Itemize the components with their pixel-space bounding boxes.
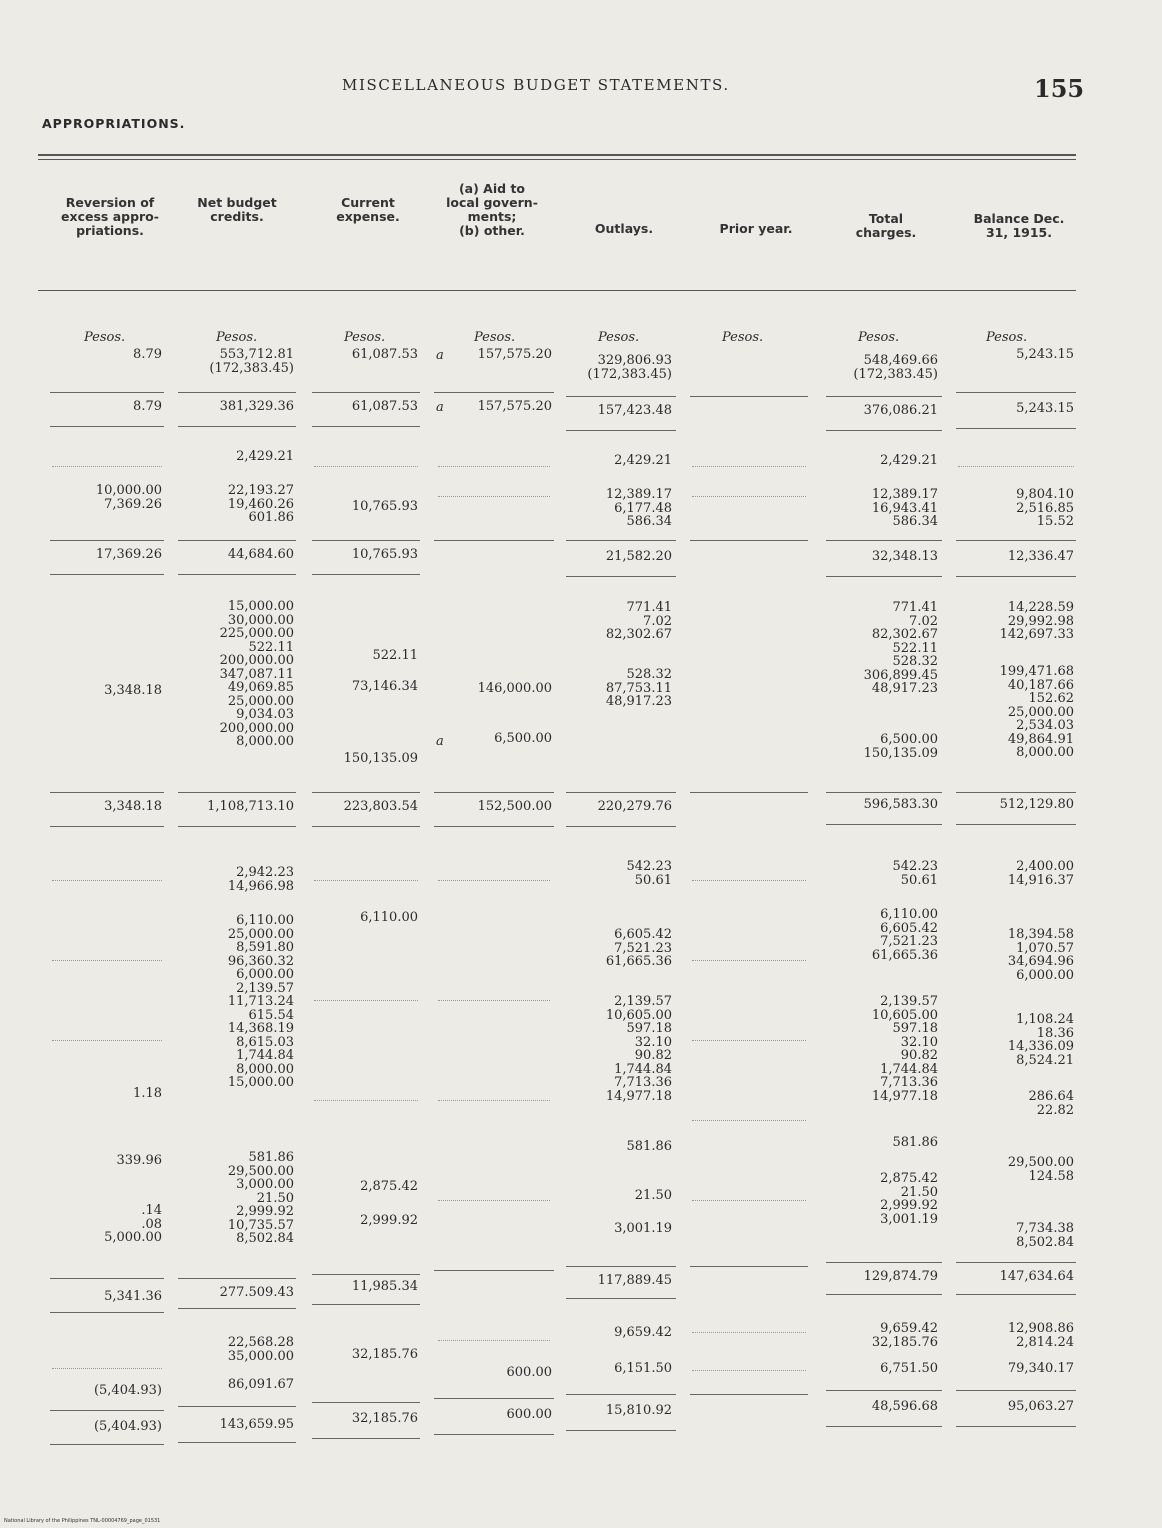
g5-balance-1: 2,400.00 14,916.37 bbox=[1007, 859, 1074, 888]
g1-aid-prefix: a bbox=[436, 348, 444, 363]
g5-dots-c1 bbox=[314, 880, 418, 881]
g6-rule-h bbox=[956, 1390, 1076, 1391]
g5-rule-e bbox=[566, 1266, 676, 1267]
g5-reversion-2: 339.96 bbox=[116, 1153, 162, 1168]
g2-outlays: 2,429.21 bbox=[614, 453, 672, 468]
g3-end-b bbox=[178, 574, 296, 575]
g3-rule-d bbox=[434, 540, 554, 541]
g6-total-outlays: 15,810.92 bbox=[605, 1403, 672, 1418]
g3-total-current: 10,765.93 bbox=[351, 547, 418, 562]
g4-end-g bbox=[826, 824, 942, 825]
g4-total-reversion: 3,348.18 bbox=[104, 799, 162, 814]
g5-outlays-2: 6,605.42 7,521.23 61,665.36 bbox=[605, 927, 672, 969]
g6-end-d bbox=[434, 1434, 554, 1435]
g6-dots-d bbox=[438, 1340, 550, 1341]
scan-footer: National Library of the Philippines TNL-00004769_page_01531 bbox=[4, 1518, 161, 1524]
g5-dots-f5 bbox=[692, 1200, 806, 1201]
g5-net-budget-3: 581.86 29,500.00 3,000.00 21.50 2,999.92 10,735.57 8,502.84 bbox=[227, 1150, 294, 1246]
g1-rule-d bbox=[434, 392, 554, 393]
g4-total-balance: 512,129.80 bbox=[999, 797, 1074, 812]
unit-current: Pesos. bbox=[344, 330, 386, 345]
g3-end-a bbox=[50, 574, 164, 575]
g2-dots-a bbox=[52, 466, 162, 467]
g6-dots-f2 bbox=[692, 1370, 806, 1371]
g6-dots-a bbox=[52, 1368, 162, 1369]
g2-dots-f bbox=[692, 466, 806, 467]
g4-total-2: 6,500.00 150,135.09 bbox=[863, 732, 938, 761]
unit-reversion: Pesos. bbox=[84, 330, 126, 345]
g4-end-a bbox=[50, 826, 164, 827]
g3-end-e bbox=[566, 576, 676, 577]
g5-current-2: 2,875.42 bbox=[360, 1179, 418, 1194]
g4-end-c bbox=[312, 826, 420, 827]
g3-end-c bbox=[312, 574, 420, 575]
g6-total-net-budget: 143,659.95 bbox=[219, 1417, 294, 1432]
g3-dots-f bbox=[692, 496, 806, 497]
g1-rule-e bbox=[566, 396, 676, 397]
g4-current-2: 73,146.34 bbox=[351, 679, 418, 694]
g6-rule-b bbox=[178, 1406, 296, 1407]
g6-dots-f1 bbox=[692, 1332, 806, 1333]
g5-dots-d4 bbox=[438, 1200, 550, 1201]
g4-rule-a bbox=[50, 792, 164, 793]
g5-reversion-1: 1.18 bbox=[133, 1086, 162, 1101]
g3-net-budget: 22,193.27 19,460.26 601.86 bbox=[227, 483, 294, 525]
g6-rule-d bbox=[434, 1398, 554, 1399]
g5-total-2: 6,110.00 6,605.42 7,521.23 61,665.36 bbox=[871, 907, 938, 963]
g4-total-current: 223,803.54 bbox=[343, 799, 418, 814]
g6-total-current: 32,185.76 bbox=[351, 1411, 418, 1426]
g6-total-2: 6,751.50 bbox=[880, 1361, 938, 1376]
g6-outlays-1: 9,659.42 bbox=[614, 1325, 672, 1340]
g5-outlays-3: 2,139.57 10,605.00 597.18 32.10 90.82 1,744.84 7,713.36 14,977.18 bbox=[605, 994, 672, 1104]
g4-end-e bbox=[566, 826, 676, 827]
g4-total-net-budget: 1,108,713.10 bbox=[207, 799, 294, 814]
header-outlays: Outlays. bbox=[594, 221, 654, 236]
g4-net-budget: 15,000.00 30,000.00 225,000.00 522.11 200,000.00 347,087.11 49,069.85 25,000.00 9,034.03 200,000.00 8,000.00 bbox=[219, 599, 294, 749]
g1-outlays: 329,806.93 (172,383.45) bbox=[587, 353, 672, 382]
g5-balance-6: 7,734.38 8,502.84 bbox=[1016, 1221, 1074, 1250]
g3-total-reversion: 17,369.26 bbox=[95, 547, 162, 562]
g6-end-b bbox=[178, 1442, 296, 1443]
g3-rule-c bbox=[312, 540, 420, 541]
g5-outlays-1: 542.23 50.61 bbox=[626, 859, 672, 888]
g4-outlays-1: 771.41 7.02 82,302.67 bbox=[605, 600, 672, 642]
g5-rule-b bbox=[178, 1278, 296, 1279]
g5-end-e bbox=[566, 1298, 676, 1299]
g5-net-budget-1: 2,942.23 14,966.98 bbox=[227, 865, 294, 894]
unit-aid: Pesos. bbox=[474, 330, 516, 345]
g6-net-budget-2: 86,091.67 bbox=[227, 1377, 294, 1392]
top-rule bbox=[38, 154, 1076, 156]
g5-rule-c bbox=[312, 1274, 420, 1275]
header-total-charges: Total charges. bbox=[855, 211, 917, 240]
g4-aid-2: 6,500.00 bbox=[494, 731, 552, 746]
unit-net-budget: Pesos. bbox=[216, 330, 258, 345]
g5-total-balance: 147,634.64 bbox=[999, 1269, 1074, 1284]
g6-rule-a bbox=[50, 1410, 164, 1411]
g5-net-budget-2: 6,110.00 25,000.00 8,591.80 96,360.32 6,000.00 2,139.57 11,713.24 615.54 14,368.19 8,615.03 1,744.84 8,000.00 15,000.00 bbox=[227, 913, 294, 1090]
g6-end-c bbox=[312, 1438, 420, 1439]
g6-rule-g bbox=[826, 1390, 942, 1391]
g3-total-total: 32,348.13 bbox=[871, 549, 938, 564]
header-prior-year: Prior year. bbox=[719, 221, 793, 236]
g1-end-b bbox=[178, 426, 296, 427]
g5-rule-d bbox=[434, 1270, 554, 1271]
g3-outlays: 12,389.17 6,177.48 586.34 bbox=[605, 487, 672, 529]
g4-balance-2: 199,471.68 40,187.66 152.62 25,000.00 2,534.03 49,864.91 8,000.00 bbox=[999, 664, 1074, 760]
g6-end-h bbox=[956, 1426, 1076, 1427]
g1-rule-g bbox=[826, 396, 942, 397]
g3-rule-g bbox=[826, 540, 942, 541]
g6-current: 32,185.76 bbox=[351, 1347, 418, 1362]
g4-rule-b bbox=[178, 792, 296, 793]
g5-dots-c2 bbox=[314, 1000, 418, 1001]
g5-dots-f1 bbox=[692, 880, 806, 881]
header-balance: Balance Dec. 31, 1915. bbox=[973, 211, 1065, 240]
g5-total-5: 2,875.42 21.50 2,999.92 3,001.19 bbox=[880, 1171, 938, 1227]
g2-total: 2,429.21 bbox=[880, 453, 938, 468]
g1-total-balance: 5,243.15 bbox=[1016, 401, 1074, 416]
g5-total-outlays: 117,889.45 bbox=[597, 1273, 672, 1288]
g4-rule-e bbox=[566, 792, 676, 793]
g6-rule-e bbox=[566, 1394, 676, 1395]
g6-reversion: (5,404.93) bbox=[93, 1383, 162, 1398]
g1-current: 61,087.53 bbox=[351, 347, 418, 362]
g5-reversion-3: .14 .08 5,000.00 bbox=[104, 1203, 162, 1245]
g4-current-3: 150,135.09 bbox=[343, 751, 418, 766]
top-rule-thin bbox=[38, 159, 1076, 160]
g5-total-1: 542.23 50.61 bbox=[892, 859, 938, 888]
g4-outlays-2: 528.32 87,753.11 48,917.23 bbox=[605, 667, 672, 709]
g6-total-balance: 95,063.27 bbox=[1007, 1399, 1074, 1414]
g5-total-3: 2,139.57 10,605.00 597.18 32.10 90.82 1,744.84 7,713.36 14,977.18 bbox=[871, 994, 938, 1104]
g4-end-b bbox=[178, 826, 296, 827]
g5-dots-a1 bbox=[52, 880, 162, 881]
g4-end-h bbox=[956, 824, 1076, 825]
g4-rule-g bbox=[826, 792, 942, 793]
g5-outlays-5: 21.50 bbox=[634, 1188, 672, 1203]
g6-aid: 600.00 bbox=[506, 1365, 552, 1380]
g6-net-budget: 22,568.28 35,000.00 bbox=[227, 1335, 294, 1364]
header-reversion: Reversion of excess appro- priations. bbox=[61, 195, 159, 238]
g5-rule-a bbox=[50, 1278, 164, 1279]
g2-dots-d bbox=[438, 466, 550, 467]
g6-rule-c bbox=[312, 1402, 420, 1403]
g4-rule-d bbox=[434, 792, 554, 793]
g5-dots-a3 bbox=[52, 1040, 162, 1041]
header-rule bbox=[38, 290, 1076, 291]
header-net-budget: Net budget credits. bbox=[197, 195, 277, 224]
g3-current: 10,765.93 bbox=[351, 499, 418, 514]
g1-rule-h bbox=[956, 392, 1076, 393]
g3-total-balance: 12,336.47 bbox=[1007, 549, 1074, 564]
g5-rule-f bbox=[690, 1266, 808, 1267]
g1-balance: 5,243.15 bbox=[1016, 347, 1074, 362]
unit-total: Pesos. bbox=[858, 330, 900, 345]
g3-rule-a bbox=[50, 540, 164, 541]
g1-rule-b bbox=[178, 392, 296, 393]
g6-end-g bbox=[826, 1426, 942, 1427]
g1-total-outlays: 157,423.48 bbox=[597, 403, 672, 418]
g5-dots-c3 bbox=[314, 1100, 418, 1101]
g1-aid: 157,575.20 bbox=[477, 347, 552, 362]
running-title: MISCELLANEOUS BUDGET STATEMENTS. bbox=[342, 76, 730, 94]
g6-rule-f bbox=[690, 1394, 808, 1395]
g6-outlays-2: 6,151.50 bbox=[614, 1361, 672, 1376]
g1-total-current: 61,087.53 bbox=[351, 399, 418, 414]
g4-rule-f bbox=[690, 792, 808, 793]
g1-rule-f bbox=[690, 396, 808, 397]
header-aid: (a) Aid to local govern- ments; (b) other. bbox=[446, 181, 538, 238]
page-number: 155 bbox=[1034, 74, 1085, 103]
g1-total: 548,469.66 (172,383.45) bbox=[853, 353, 938, 382]
section-title: APPROPRIATIONS. bbox=[42, 116, 186, 131]
g3-reversion: 10,000.00 7,369.26 bbox=[95, 483, 162, 512]
g5-dots-d2 bbox=[438, 1000, 550, 1001]
g5-dots-d1 bbox=[438, 880, 550, 881]
g4-total-aid: 152,500.00 bbox=[477, 799, 552, 814]
g1-end-a bbox=[50, 426, 164, 427]
g5-balance-5: 29,500.00 124.58 bbox=[1007, 1155, 1074, 1184]
g5-end-h bbox=[956, 1294, 1076, 1295]
g5-total-current: 11,985.34 bbox=[351, 1279, 418, 1294]
g2-net-budget: 2,429.21 bbox=[236, 449, 294, 464]
g5-dots-a2 bbox=[52, 960, 162, 961]
g5-balance-2: 18,394.58 1,070.57 34,694.96 6,000.00 bbox=[1007, 927, 1074, 983]
g4-rule-h bbox=[956, 792, 1076, 793]
unit-balance: Pesos. bbox=[986, 330, 1028, 345]
g5-dots-d3 bbox=[438, 1100, 550, 1101]
header-current-expense: Current expense. bbox=[336, 195, 400, 224]
g5-dots-f2 bbox=[692, 960, 806, 961]
g5-end-b bbox=[178, 1308, 296, 1309]
g5-end-g bbox=[826, 1294, 942, 1295]
g6-total-aid: 600.00 bbox=[506, 1407, 552, 1422]
g3-total: 12,389.17 16,943.41 586.34 bbox=[871, 487, 938, 529]
g1-reversion: 8.79 bbox=[133, 347, 162, 362]
g1-end-e bbox=[566, 430, 676, 431]
g5-total-reversion: 5,341.36 bbox=[104, 1289, 162, 1304]
g3-balance: 9,804.10 2,516.85 15.52 bbox=[1016, 487, 1074, 529]
unit-outlays: Pesos. bbox=[598, 330, 640, 345]
g4-reversion-1: 3,348.18 bbox=[104, 683, 162, 698]
g3-total-net-budget: 44,684.60 bbox=[227, 547, 294, 562]
g3-rule-h bbox=[956, 540, 1076, 541]
g1-total-reversion: 8.79 bbox=[133, 399, 162, 414]
g4-total-total: 596,583.30 bbox=[863, 797, 938, 812]
unit-prior: Pesos. bbox=[722, 330, 764, 345]
g4-end-d bbox=[434, 826, 554, 827]
g4-total-outlays: 220,279.76 bbox=[597, 799, 672, 814]
g2-dots-c bbox=[314, 466, 418, 467]
g4-rule-c bbox=[312, 792, 420, 793]
g5-dots-f3 bbox=[692, 1040, 806, 1041]
g5-total-total: 129,874.79 bbox=[863, 1269, 938, 1284]
g1-end-g bbox=[826, 430, 942, 431]
g2-dots-h bbox=[958, 466, 1074, 467]
g6-total-1: 9,659.42 32,185.76 bbox=[871, 1321, 938, 1350]
g4-aid-1: 146,000.00 bbox=[477, 681, 552, 696]
g1-rule-a bbox=[50, 392, 164, 393]
g5-end-a bbox=[50, 1312, 164, 1313]
g6-total-total: 48,596.68 bbox=[871, 1399, 938, 1414]
g4-current-1: 522.11 bbox=[372, 648, 418, 663]
g1-total-net-budget: 381,329.36 bbox=[219, 399, 294, 414]
g1-rule-c bbox=[312, 392, 420, 393]
g3-rule-f bbox=[690, 540, 808, 541]
g5-dots-f4 bbox=[692, 1120, 806, 1121]
g5-balance-4: 286.64 22.82 bbox=[1028, 1089, 1074, 1118]
g4-total-1: 771.41 7.02 82,302.67 522.11 528.32 306,899.45 48,917.23 bbox=[863, 600, 938, 696]
g6-balance-1: 12,908.86 2,814.24 bbox=[1007, 1321, 1074, 1350]
g4-balance-1: 14,228.59 29,992.98 142,697.33 bbox=[999, 600, 1074, 642]
g3-dots-d bbox=[438, 496, 550, 497]
g3-end-h bbox=[956, 576, 1076, 577]
g3-rule-e bbox=[566, 540, 676, 541]
g5-end-c bbox=[312, 1304, 420, 1305]
g5-rule-h bbox=[956, 1262, 1076, 1263]
g5-rule-g bbox=[826, 1262, 942, 1263]
g3-total-outlays: 21,582.20 bbox=[605, 549, 672, 564]
g1-net-budget: 553,712.81 (172,383.45) bbox=[209, 347, 294, 376]
g6-end-e bbox=[566, 1430, 676, 1431]
g4-aid-prefix: a bbox=[436, 734, 444, 749]
g5-balance-3: 1,108.24 18.36 14,336.09 8,524.21 bbox=[1007, 1012, 1074, 1068]
g3-rule-b bbox=[178, 540, 296, 541]
g1-total-aid-prefix: a bbox=[436, 400, 444, 415]
g5-outlays-4: 581.86 bbox=[626, 1139, 672, 1154]
g6-balance-2: 79,340.17 bbox=[1007, 1361, 1074, 1376]
g1-total-aid: 157,575.20 bbox=[477, 399, 552, 414]
g5-outlays-6: 3,001.19 bbox=[614, 1221, 672, 1236]
g1-total-total: 376,086.21 bbox=[863, 403, 938, 418]
g5-current-1: 6,110.00 bbox=[360, 910, 418, 925]
g6-total-reversion: (5,404.93) bbox=[93, 1419, 162, 1434]
g5-total-4: 581.86 bbox=[892, 1135, 938, 1150]
g3-end-g bbox=[826, 576, 942, 577]
g5-total-net-budget: 277.509.43 bbox=[219, 1285, 294, 1300]
g1-end-h bbox=[956, 428, 1076, 429]
g5-current-3: 2,999.92 bbox=[360, 1213, 418, 1228]
g6-end-a bbox=[50, 1444, 164, 1445]
g1-end-c bbox=[312, 426, 420, 427]
